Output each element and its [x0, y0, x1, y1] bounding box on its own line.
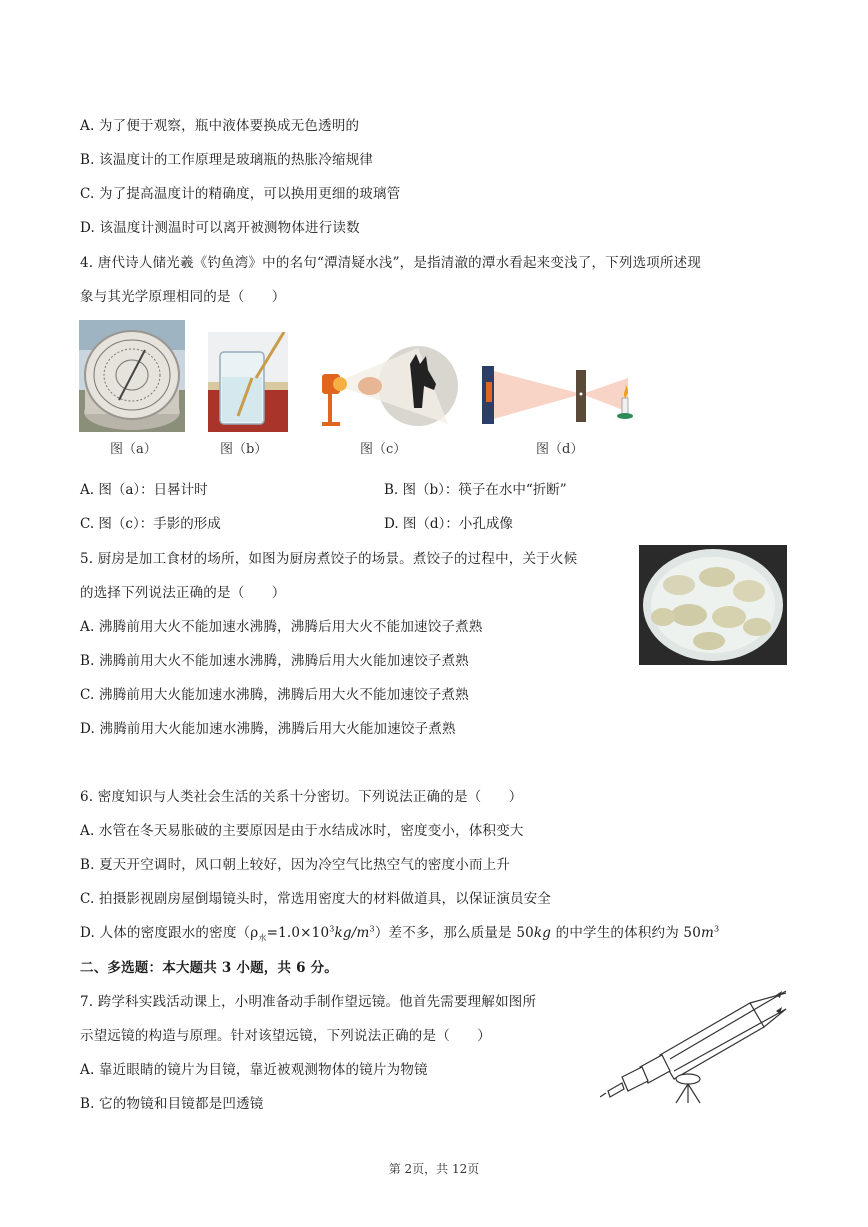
- q6-option-d-m: m: [701, 925, 715, 941]
- q5-stem-line2: 的选择下列说法正确的是（ ）: [80, 585, 286, 601]
- page-footer: 第 2页，共 12页: [388, 1162, 480, 1176]
- q7-stem-line1: 7. 跨学科实践活动课上，小明准备动手制作望远镜。他首先需要理解如图所: [80, 994, 537, 1010]
- q5-option-b: B. 沸腾前用大火不能加速水沸腾，沸腾后用大火能加速饺子煮熟: [80, 653, 470, 669]
- q7-option-a: A. 靠近眼睛的镜片为目镜，靠近被观测物体的镜片为物镜: [80, 1062, 428, 1078]
- q3-option-d: D. 该温度计测温时可以离开被测物体进行读数: [80, 220, 360, 236]
- q5-stem-line1: 5. 厨房是加工食材的场所，如图为厨房煮饺子的场景。煮饺子的过程中，关于火候: [80, 551, 578, 567]
- q6-option-d-exp2: 3: [369, 924, 375, 934]
- figure-c-caption: 图（c）: [360, 442, 407, 457]
- q7-stem-line2: 示望远镜的构造与原理。针对该望远镜，下列说法正确的是（ ）: [80, 1028, 491, 1044]
- q4-option-a: A. 图（a）：日晷计时: [80, 482, 208, 498]
- figure-b-chopstick: [208, 332, 288, 432]
- figure-a-sundial: [79, 320, 185, 432]
- q3-option-c: C. 为了提高温度计的精确度，可以换用更细的玻璃管: [80, 186, 401, 202]
- q4-option-d: D. 图（d）：小孔成像: [384, 516, 513, 532]
- q5-option-d: D. 沸腾前用大火能加速水沸腾，沸腾后用大火能加速饺子煮熟: [80, 721, 456, 737]
- q6-option-d-m3: 3: [714, 924, 720, 934]
- q5-option-a: A. 沸腾前用大火不能加速水沸腾，沸腾后用大火不能加速饺子煮熟: [80, 619, 483, 635]
- q5-option-c: C. 沸腾前用大火能加速水沸腾，沸腾后用大火不能加速饺子煮熟: [80, 687, 469, 703]
- q6-option-c: C. 拍摄影视剧房屋倒塌镜头时，常选用密度大的材料做道具，以保证演员安全: [80, 891, 552, 907]
- dumplings-photo: [639, 545, 787, 665]
- q6-option-d-sub: 水: [258, 933, 267, 943]
- q6-option-d: [80, 921, 719, 944]
- q6-option-d-exp: 3: [329, 924, 335, 934]
- q6-option-d-text-3: ）差不多，那么质量是 50: [374, 925, 534, 941]
- q4-stem-line1: 4. 唐代诗人储光羲《钓鱼湾》中的名句“潭清疑水浅”，是指清澈的潭水看起来变浅了，下列选项所述现: [80, 255, 702, 271]
- telescope-diagram: [600, 985, 790, 1105]
- figure-b-caption: 图（b）: [220, 442, 268, 457]
- figure-c-hand-shadow: [318, 344, 458, 430]
- q6-option-b: B. 夏天开空调时，风口朝上较好，因为冷空气比热空气的密度小而上升: [80, 857, 511, 873]
- q3-option-b: B. 该温度计的工作原理是玻璃瓶的热胀冷缩规律: [80, 152, 374, 168]
- q3-option-a: A. 为了便于观察，瓶中液体要换成无色透明的: [80, 118, 360, 134]
- q6-option-d-text-2: =1.0×10: [266, 925, 330, 941]
- figure-d-caption: 图（d）: [536, 442, 584, 457]
- q6-stem: 6. 密度知识与人类社会生活的关系十分密切。下列说法正确的是（ ）: [80, 789, 523, 805]
- q4-stem-line2: 象与其光学原理相同的是（ ）: [80, 289, 286, 305]
- q6-option-d-text-4: 的中学生的体积约为 50: [551, 925, 702, 941]
- q6-option-d-text-1: D. 人体的密度跟水的密度（ρ: [80, 925, 259, 941]
- figure-a-caption: 图（a）: [110, 442, 157, 457]
- section-heading-multiple-choice: 二、多选题：本大题共 3 小题，共 6 分。: [80, 960, 338, 976]
- q6-option-d-unit: kg/m: [334, 925, 370, 941]
- q6-option-d-kg: kg: [533, 925, 552, 941]
- q4-option-c: C. 图（c）：手影的形成: [80, 516, 221, 532]
- q4-option-b: B. 图（b）：筷子在水中“折断”: [384, 482, 567, 498]
- q7-option-b: B. 它的物镜和目镜都是凹透镜: [80, 1096, 264, 1112]
- q6-option-a: A. 水管在冬天易胀破的主要原因是由于水结成冰时，密度变小，体积变大: [80, 823, 524, 839]
- figure-d-pinhole: [478, 360, 638, 430]
